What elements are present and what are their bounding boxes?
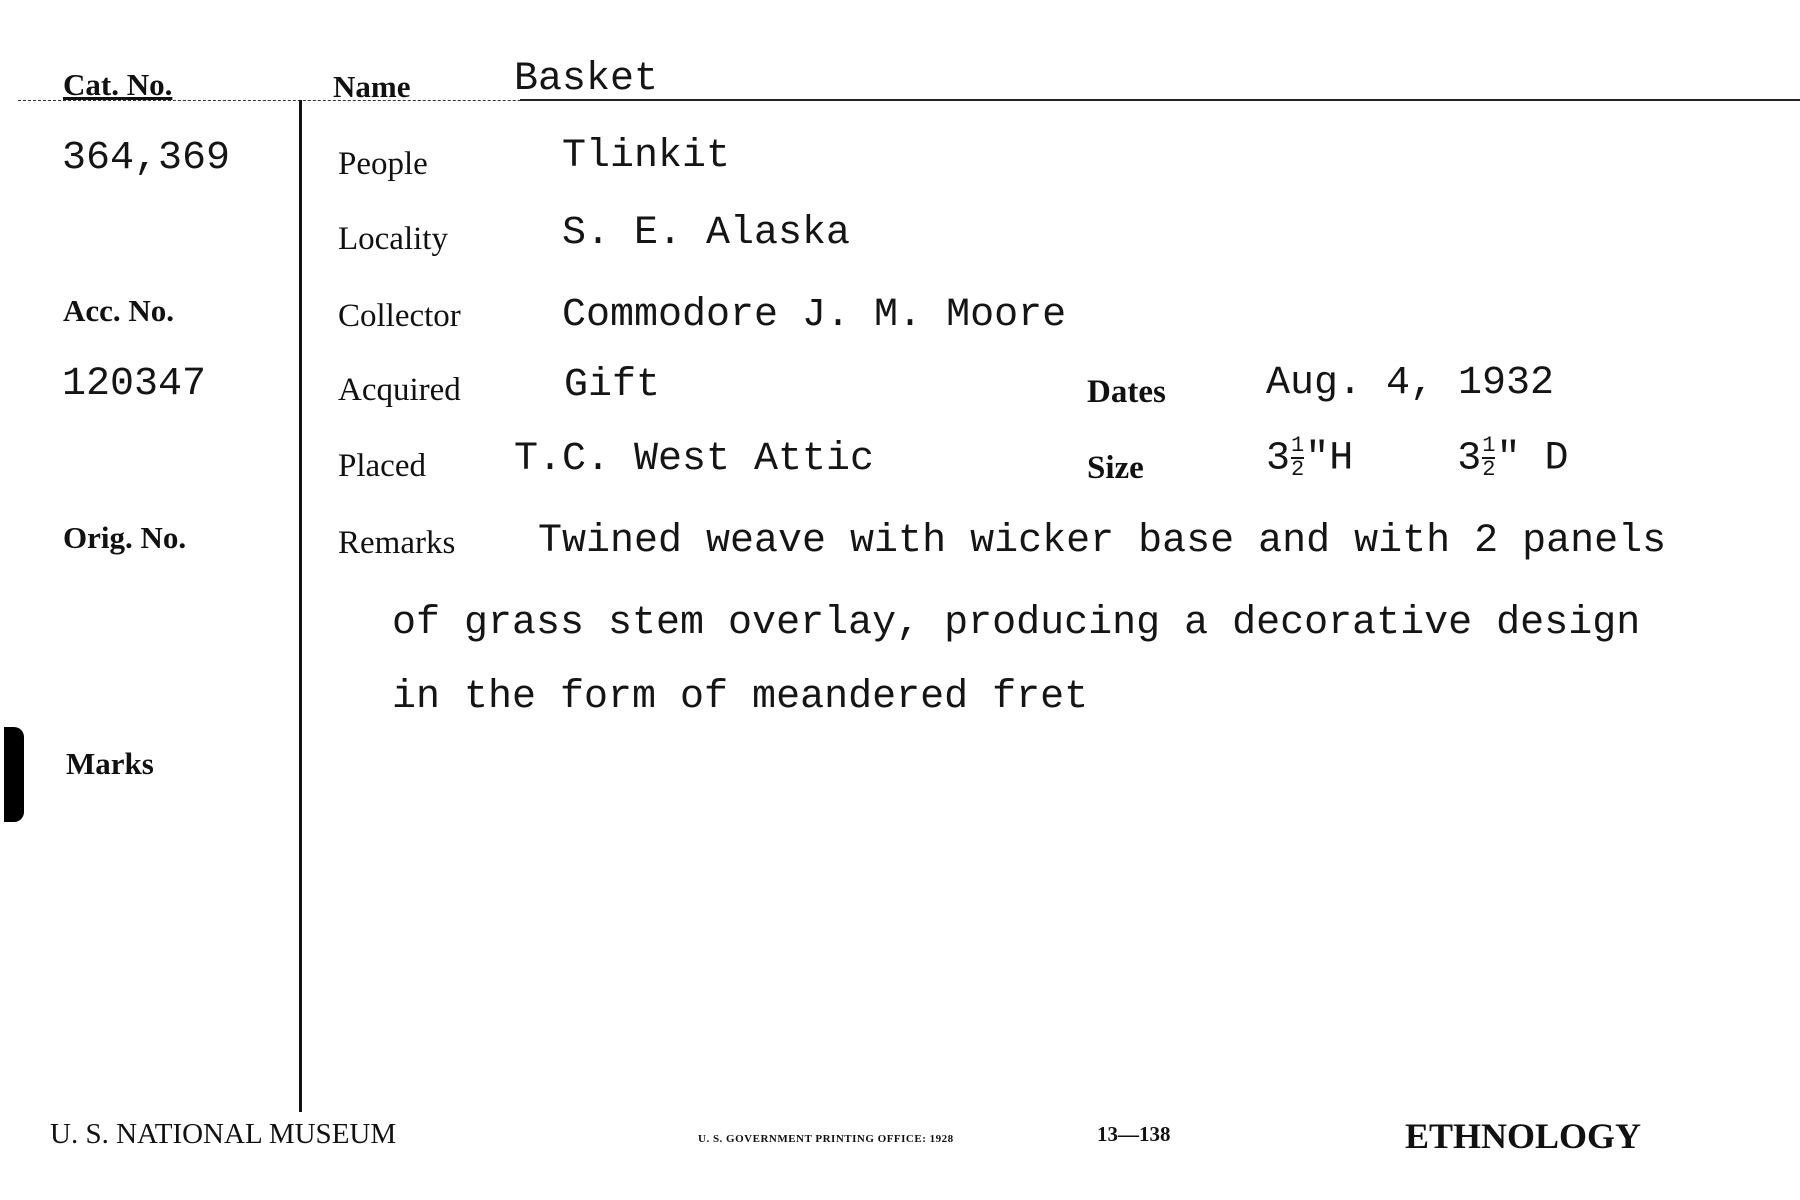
locality-label: Locality <box>338 221 448 257</box>
acquired-value: Gift <box>564 363 661 408</box>
department-label: ETHNOLOGY <box>1405 1116 1642 1156</box>
size-value <box>1266 433 1569 482</box>
acc-no-label: Acc. No. <box>63 293 175 328</box>
cat-no-label: Cat. No. <box>63 67 173 102</box>
placed-value: T.C. West Attic <box>514 437 875 482</box>
dates-label: Dates <box>1087 374 1166 410</box>
diameter-fraction: $\frac{1}{2}$ <box>1482 433 1496 482</box>
printing-office: U. S. GOVERNMENT PRINTING OFFICE: 1928 <box>698 1133 954 1145</box>
height-suffix: "H <box>1305 436 1354 482</box>
name-value: Basket <box>514 57 659 102</box>
cat-no-value: 364,369 <box>62 136 231 181</box>
height-whole: 3 <box>1266 436 1291 482</box>
diameter-suffix: " D <box>1496 436 1569 482</box>
form-number: 13—138 <box>1097 1122 1171 1146</box>
acquired-label: Acquired <box>338 372 461 408</box>
remarks-line-3: in the form of meandered fret <box>392 675 1089 720</box>
placed-label: Placed <box>338 448 426 484</box>
diameter-whole: 3 <box>1457 436 1482 482</box>
name-rule <box>520 99 1800 101</box>
people-value: Tlinkit <box>562 134 731 179</box>
remarks-label: Remarks <box>338 525 456 561</box>
edge-tab-mark <box>4 727 24 822</box>
marks-label: Marks <box>66 746 154 781</box>
remarks-line-2: of grass stem overlay, producing a decorative design <box>392 601 1641 646</box>
orig-no-label: Orig. No. <box>63 520 187 555</box>
museum-name: U. S. NATIONAL MUSEUM <box>50 1118 397 1150</box>
size-label: Size <box>1087 450 1144 486</box>
collector-label: Collector <box>338 298 461 334</box>
acc-no-value: 120347 <box>62 362 207 407</box>
height-fraction: $\frac{1}{2}$ <box>1291 433 1305 482</box>
locality-value: S. E. Alaska <box>562 211 851 256</box>
name-label: Name <box>333 69 411 104</box>
collector-value: Commodore J. M. Moore <box>562 293 1067 338</box>
remarks-line-1: Twined weave with wicker base and with 2 panels <box>538 519 1667 564</box>
column-divider <box>299 100 302 1112</box>
people-label: People <box>338 146 428 182</box>
dates-value: Aug. 4, 1932 <box>1266 361 1555 406</box>
